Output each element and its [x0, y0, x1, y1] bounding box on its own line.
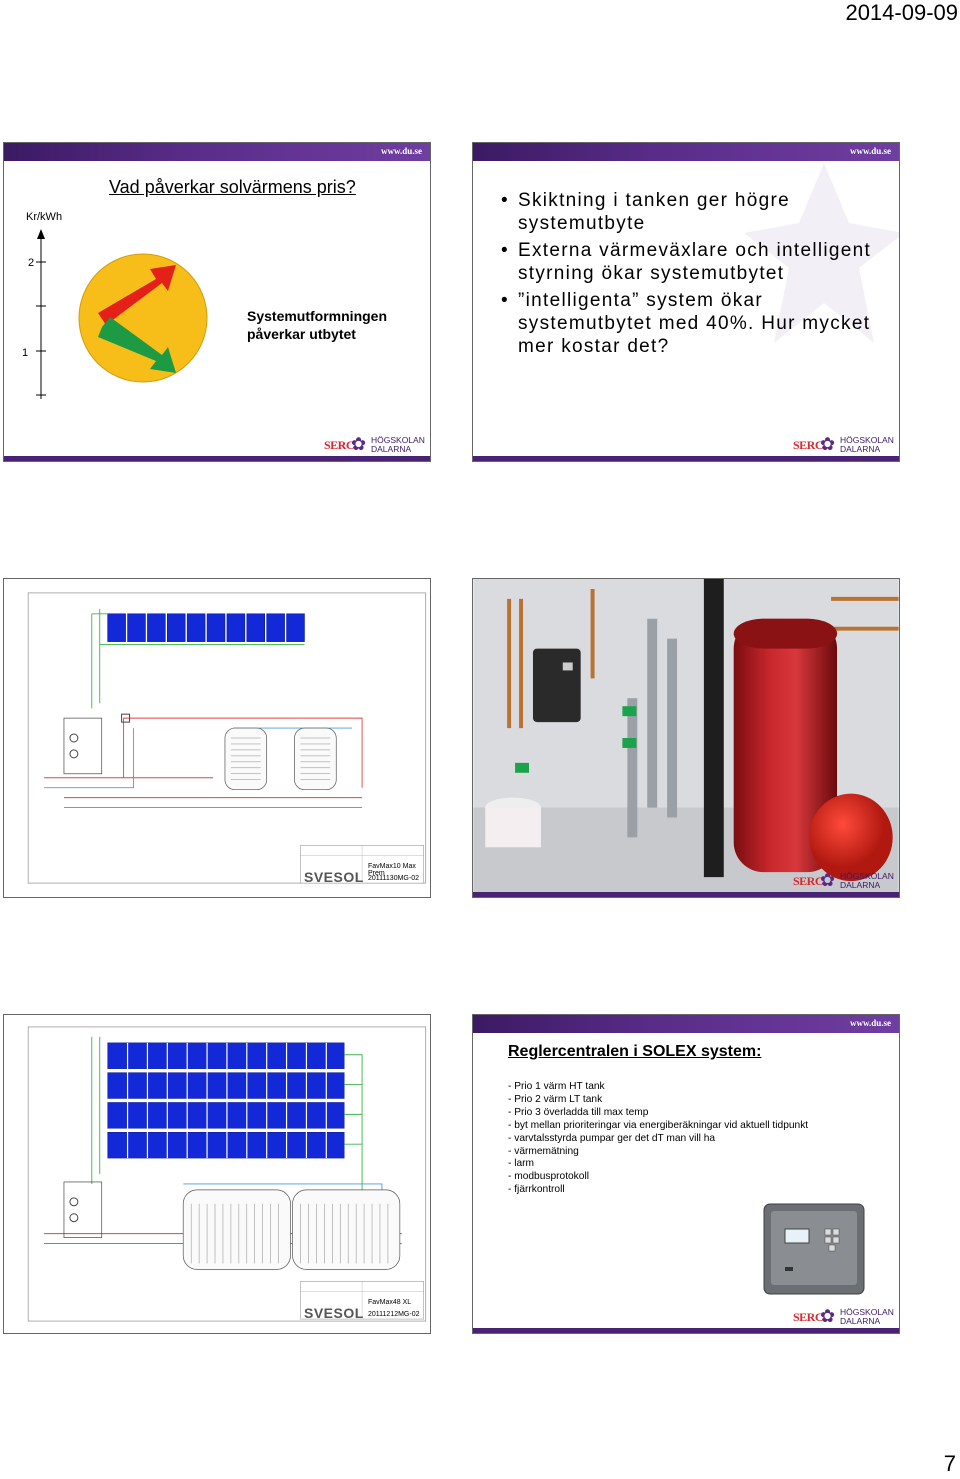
- bullet-item: • Skiktning i tanken ger högre systemutbyte: [501, 189, 886, 235]
- slide-note: Systemutformningen påverkar utbytet: [247, 308, 388, 342]
- page-number: 7: [943, 1451, 956, 1476]
- page-date: 2014-09-09: [845, 0, 958, 25]
- list-item: - värmemätning: [508, 1145, 579, 1157]
- slide-footer-bar: [473, 456, 899, 461]
- svesol-logo: SVESOL: [304, 869, 364, 885]
- axis-tick-1: 1: [22, 347, 29, 359]
- serc-logo: SERC: [793, 1310, 824, 1324]
- footer-logos: [793, 872, 899, 890]
- hogskolan-logo: HÖGSKOLAN DALARNA: [840, 871, 894, 890]
- feature-list: [508, 1081, 808, 1197]
- drawing-number: 20111212MG-02: [368, 1311, 420, 1318]
- drawing-number: 20111130MG-02: [368, 875, 419, 882]
- serc-logo: SERC: [793, 438, 824, 452]
- bullet-item: • ”intelligenta” system ökar systemutbytet med 40%. Hur mycket mer kostar det?: [501, 289, 886, 358]
- serc-logo: SERC: [793, 874, 824, 888]
- slide-2: [472, 142, 900, 462]
- serc-logo: SERC: [324, 438, 355, 452]
- star-icon: ✿: [351, 434, 367, 454]
- list-item: - varvtalsstyrda pumpar ger det dT man vill ha: [508, 1132, 716, 1144]
- list-item: - modbusprotokoll: [508, 1171, 589, 1183]
- url-label: www.du.se: [380, 146, 422, 156]
- system-schematic: [4, 579, 430, 897]
- slide-title: Reglercentralen i SOLEX system:: [508, 1043, 762, 1060]
- slide-footer-bar: [473, 892, 899, 897]
- hogskolan-logo: HÖGSKOLAN DALARNA: [371, 435, 425, 454]
- list-item: - Prio 2 värm LT tank: [508, 1093, 603, 1105]
- slide-footer-bar: [473, 1328, 899, 1333]
- bullet-list: [501, 189, 886, 362]
- hogskolan-logo: HÖGSKOLAN DALARNA: [840, 1307, 894, 1326]
- list-item: - larm: [508, 1158, 535, 1170]
- hogskolan-logo: HÖGSKOLAN DALARNA: [840, 435, 894, 454]
- price-direction-icon: [76, 251, 210, 385]
- axis-tick-2: 2: [28, 257, 35, 269]
- bullet-item: • Externa värmeväxlare och intelligent styrning ökar systemutbytet: [501, 239, 886, 285]
- list-item: - fjärrkontroll: [508, 1184, 565, 1196]
- slide-header-bar: [473, 1015, 899, 1033]
- list-item: - Prio 3 överladda till max temp: [508, 1106, 649, 1118]
- slide-3: [3, 578, 431, 898]
- star-icon: ✿: [820, 434, 836, 454]
- drawing-title: FavMax48 XL: [368, 1299, 412, 1306]
- svesol-logo: SVESOL: [304, 1305, 364, 1321]
- slide-6: [472, 1014, 900, 1334]
- footer-logos: [793, 1308, 899, 1326]
- slide-1: [3, 142, 431, 462]
- slide-4: [472, 578, 900, 898]
- slide-footer-bar: [4, 456, 430, 461]
- list-item: - Prio 1 värm HT tank: [508, 1081, 605, 1092]
- drawing-title: FavMax10 Max Prem: [368, 863, 416, 877]
- footer-logos: [324, 436, 430, 454]
- slide-title: Vad påverkar solvärmens pris?: [109, 177, 356, 197]
- star-icon: ✿: [820, 1306, 836, 1326]
- axis-label: Kr/kWh: [26, 211, 63, 223]
- price-axis-graphic: [4, 143, 431, 462]
- system-schematic-large: [4, 1015, 430, 1333]
- footer-logos: [793, 436, 899, 454]
- list-item: - byt mellan prioriteringar via energiberäkningar vid aktuell tidpunkt: [508, 1119, 809, 1131]
- star-icon: ✿: [820, 870, 836, 890]
- url-label: www.du.se: [849, 1018, 891, 1028]
- url-label: www.du.se: [849, 146, 891, 156]
- installation-photo: [473, 579, 899, 897]
- controller-device-icon: [763, 1203, 865, 1295]
- slide-5: [3, 1014, 431, 1334]
